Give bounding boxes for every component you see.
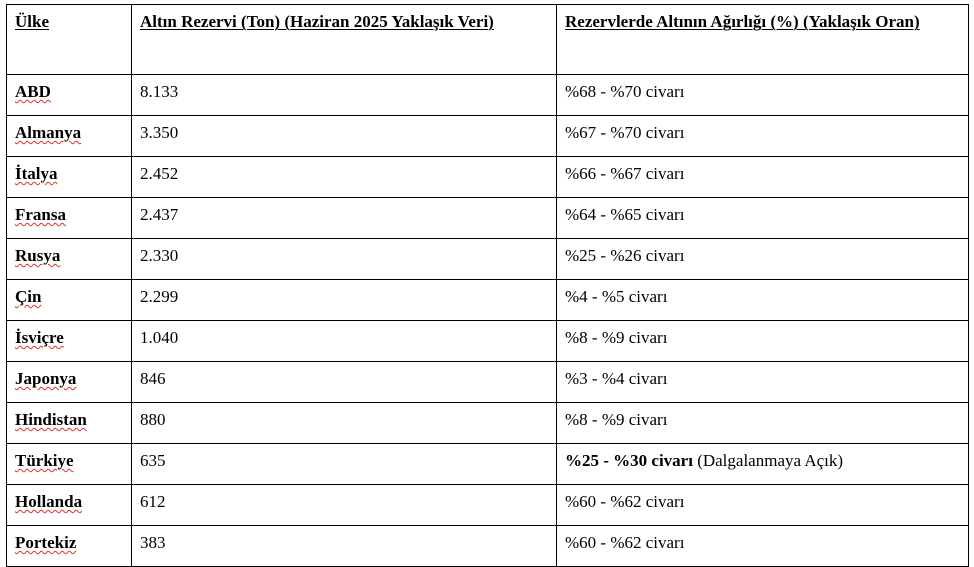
country-label: Japonya (15, 369, 77, 388)
weight-main: %60 - %62 civarı (565, 533, 685, 552)
cell-reserve: 3.350 (132, 116, 557, 157)
weight-main: %67 - %70 civarı (565, 123, 685, 142)
column-header-weight (557, 5, 969, 75)
weight-main: %25 - %30 civarı (565, 451, 693, 470)
cell-reserve: 2.330 (132, 239, 557, 280)
cell-country (7, 157, 132, 198)
column-header-reserve-label: Altın Rezervi (Ton) (Haziran 2025 Yaklaşık Veri) (140, 12, 494, 31)
table-header-row (7, 5, 969, 75)
weight-main: %25 - %26 civarı (565, 246, 685, 265)
column-header-country (7, 5, 132, 75)
cell-weight (557, 403, 969, 444)
cell-weight (557, 526, 969, 567)
table-row (7, 239, 969, 280)
column-header-weight-label: Rezervlerde Altının Ağırlığı (%) (Yaklaşık Oran) (565, 12, 920, 31)
table-row (7, 116, 969, 157)
cell-country (7, 444, 132, 485)
country-label: Türkiye (15, 451, 74, 470)
country-label: İsviçre (15, 328, 64, 347)
cell-reserve: 8.133 (132, 75, 557, 116)
cell-reserve: 635 (132, 444, 557, 485)
gold-reserves-table (6, 4, 969, 567)
table-row (7, 485, 969, 526)
cell-country (7, 403, 132, 444)
cell-weight (557, 198, 969, 239)
cell-weight (557, 75, 969, 116)
table-body (7, 75, 969, 567)
cell-country (7, 280, 132, 321)
cell-reserve: 846 (132, 362, 557, 403)
country-label: Almanya (15, 123, 82, 142)
weight-main: %4 - %5 civarı (565, 287, 668, 306)
country-label: Hollanda (15, 492, 83, 511)
weight-note: (Dalgalanmaya Açık) (697, 451, 844, 470)
weight-main: %60 - %62 civarı (565, 492, 685, 511)
weight-main: %64 - %65 civarı (565, 205, 685, 224)
cell-country (7, 198, 132, 239)
cell-weight (557, 280, 969, 321)
weight-main: %8 - %9 civarı (565, 328, 668, 347)
table-row (7, 280, 969, 321)
cell-country (7, 116, 132, 157)
country-label: İtalya (15, 164, 58, 183)
country-label: ABD (15, 82, 51, 101)
country-label: Fransa (15, 205, 66, 224)
table-row (7, 403, 969, 444)
cell-reserve: 1.040 (132, 321, 557, 362)
country-label: Portekiz (15, 533, 77, 552)
cell-reserve: 2.437 (132, 198, 557, 239)
cell-reserve: 612 (132, 485, 557, 526)
column-header-reserve (132, 5, 557, 75)
table-row (7, 321, 969, 362)
cell-country (7, 239, 132, 280)
weight-main: %68 - %70 civarı (565, 82, 685, 101)
cell-country (7, 485, 132, 526)
cell-weight (557, 239, 969, 280)
cell-weight (557, 116, 969, 157)
cell-reserve: 2.452 (132, 157, 557, 198)
table-row (7, 157, 969, 198)
cell-country (7, 362, 132, 403)
table-row (7, 198, 969, 239)
table-row (7, 75, 969, 116)
cell-weight (557, 444, 969, 485)
country-label: Rusya (15, 246, 61, 265)
cell-weight (557, 362, 969, 403)
table-row (7, 362, 969, 403)
weight-main: %66 - %67 civarı (565, 164, 685, 183)
cell-country (7, 321, 132, 362)
cell-weight (557, 321, 969, 362)
country-label: Çin (15, 287, 42, 306)
cell-reserve: 880 (132, 403, 557, 444)
table-row (7, 526, 969, 567)
cell-reserve: 383 (132, 526, 557, 567)
table-header (7, 5, 969, 75)
weight-main: %3 - %4 civarı (565, 369, 668, 388)
cell-weight (557, 485, 969, 526)
cell-weight (557, 157, 969, 198)
cell-country (7, 75, 132, 116)
column-header-country-label: Ülke (15, 12, 49, 31)
cell-reserve: 2.299 (132, 280, 557, 321)
table-row (7, 444, 969, 485)
weight-main: %8 - %9 civarı (565, 410, 668, 429)
cell-country (7, 526, 132, 567)
country-label: Hindistan (15, 410, 87, 429)
